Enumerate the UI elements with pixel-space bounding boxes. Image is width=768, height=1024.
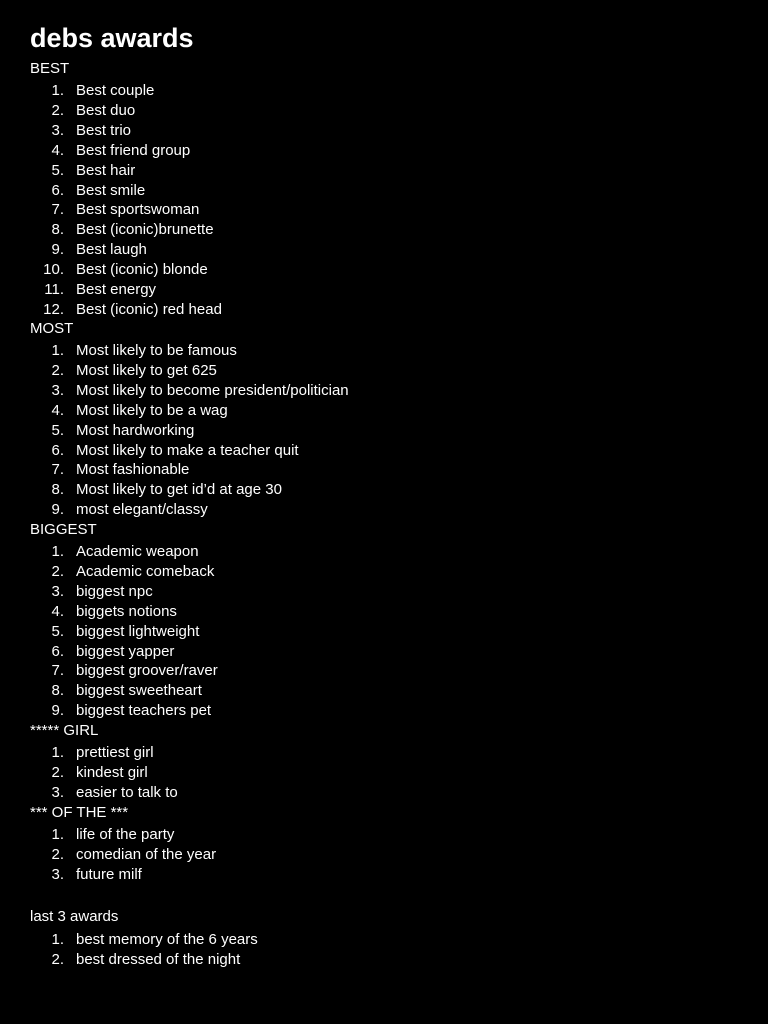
section-heading: MOST <box>30 320 74 337</box>
list-item-number: 1. <box>51 543 64 560</box>
list-item-number: 6. <box>51 182 64 199</box>
list-item-number: 6. <box>51 442 64 459</box>
list-item <box>0 783 720 803</box>
list-item-text: future milf <box>76 866 142 883</box>
list-item-number: 2. <box>51 102 64 119</box>
list-item <box>0 81 720 101</box>
list-item-number: 2. <box>51 951 64 968</box>
list-item-number: 3. <box>51 122 64 139</box>
list-item-number: 4. <box>51 603 64 620</box>
list-item-number: 2. <box>51 362 64 379</box>
list-item-number: 3. <box>51 784 64 801</box>
list-item-number: 9. <box>51 702 64 719</box>
list-item <box>0 220 720 240</box>
list-item-number: 6. <box>51 643 64 660</box>
list-item <box>0 542 720 562</box>
list-item-number: 5. <box>51 422 64 439</box>
list-item <box>0 562 720 582</box>
list-item-text: Best sportswoman <box>76 201 200 218</box>
list-item <box>0 763 720 783</box>
list-item-number: 1. <box>51 342 64 359</box>
list-item-number: 7. <box>51 461 64 478</box>
list-item <box>0 421 720 441</box>
list-item-text: Best trio <box>76 122 132 139</box>
list-item-text: best dressed of the night <box>76 951 241 968</box>
list-item-number: 2. <box>51 846 64 863</box>
list-item <box>0 300 720 320</box>
list-item-number: 7. <box>51 201 64 218</box>
list-item <box>0 441 720 461</box>
list-item-text: Most likely to be famous <box>76 342 237 359</box>
list-item <box>0 480 720 500</box>
list-item-number: 3. <box>51 382 64 399</box>
list-item-number: 4. <box>51 402 64 419</box>
list-item-text: Best smile <box>76 182 146 199</box>
list-item-number: 3. <box>51 866 64 883</box>
list-item-number: 1. <box>51 744 64 761</box>
list-item <box>0 121 720 141</box>
list-item <box>0 240 720 260</box>
list-item <box>0 381 720 401</box>
list-item-text: biggest sweetheart <box>76 682 202 699</box>
list-item <box>0 642 720 662</box>
list-item-text: Best (iconic)brunette <box>76 221 214 238</box>
list-item <box>0 141 720 161</box>
list-item-number: 2. <box>51 764 64 781</box>
list-item-text: Academic comeback <box>76 563 215 580</box>
list-item <box>0 500 720 520</box>
list-item-text: Best hair <box>76 162 136 179</box>
section-heading: BEST <box>30 60 70 77</box>
list-item-text: biggest lightweight <box>76 623 200 640</box>
list-item-text: Best (iconic) blonde <box>76 261 208 278</box>
list-item-number: 8. <box>51 221 64 238</box>
list-item-text: best memory of the 6 years <box>76 931 258 948</box>
list-item <box>0 825 720 845</box>
list-item <box>0 950 720 970</box>
note-title[interactable]: debs awards <box>30 23 194 53</box>
list-item-text: comedian of the year <box>76 846 217 863</box>
list-item-number: 1. <box>51 931 64 948</box>
list-item-number: 4. <box>51 142 64 159</box>
list-item <box>0 460 720 480</box>
section-heading: BIGGEST <box>30 521 97 538</box>
list-item-text: Academic weapon <box>76 543 199 560</box>
list-item <box>0 661 720 681</box>
list-item-text: biggest yapper <box>76 643 175 660</box>
list-item-text: biggest groover/raver <box>76 662 218 679</box>
list-item-text: Most fashionable <box>76 461 190 478</box>
section-heading: ***** GIRL <box>30 722 99 739</box>
list-item <box>0 200 720 220</box>
list-item-text: Most likely to be a wag <box>76 402 228 419</box>
list-item <box>0 280 720 300</box>
list-item-number: 7. <box>51 662 64 679</box>
list-item-number: 3. <box>51 583 64 600</box>
list-item-text: Best energy <box>76 281 157 298</box>
list-item <box>0 845 720 865</box>
list-item <box>0 602 720 622</box>
list-item-text: biggest teachers pet <box>76 702 212 719</box>
list-item-text: prettiest girl <box>76 744 154 761</box>
section-heading: last 3 awards <box>30 908 119 925</box>
list-item <box>0 701 720 721</box>
list-item-text: Best friend group <box>76 142 191 159</box>
list-item <box>0 743 720 763</box>
list-item-text: Most likely to get id’d at age 30 <box>76 481 282 498</box>
list-item <box>0 622 720 642</box>
list-item <box>0 260 720 280</box>
list-item-text: Best (iconic) red head <box>76 301 222 318</box>
list-item-number: 2. <box>51 563 64 580</box>
list-item <box>0 930 720 950</box>
list-item <box>0 582 720 602</box>
list-item-number: 1. <box>51 826 64 843</box>
list-item-text: biggest npc <box>76 583 153 600</box>
list-item <box>0 401 720 421</box>
list-item-number: 12. <box>43 301 64 318</box>
section-heading: *** OF THE *** <box>30 804 129 821</box>
list-item <box>0 161 720 181</box>
list-item <box>0 181 720 201</box>
list-item-text: Most likely to get 625 <box>76 362 217 379</box>
list-item-text: most elegant/classy <box>76 501 208 518</box>
list-item-number: 9. <box>51 501 64 518</box>
list-item <box>0 361 720 381</box>
list-item <box>0 681 720 701</box>
list-item-text: Most hardworking <box>76 422 195 439</box>
list-item-number: 5. <box>51 623 64 640</box>
list-item-number: 8. <box>51 481 64 498</box>
list-item-number: 8. <box>51 682 64 699</box>
list-item-number: 10. <box>43 261 64 278</box>
list-item-number: 5. <box>51 162 64 179</box>
list-item <box>0 341 720 361</box>
list-item <box>0 865 720 885</box>
list-item-text: easier to talk to <box>76 784 178 801</box>
list-item-text: biggets notions <box>76 603 177 620</box>
list-item-text: Best couple <box>76 82 155 99</box>
list-item-text: Most likely to become president/politician <box>76 382 349 399</box>
list-item-number: 1. <box>51 82 64 99</box>
list-item-text: Best duo <box>76 102 136 119</box>
list-item-text: life of the party <box>76 826 175 843</box>
list-item-number: 11. <box>44 281 64 298</box>
list-item-number: 9. <box>51 241 64 258</box>
list-item-text: kindest girl <box>76 764 148 781</box>
list-item <box>0 101 720 121</box>
list-item-text: Most likely to make a teacher quit <box>76 442 299 459</box>
list-item-text: Best laugh <box>76 241 147 258</box>
